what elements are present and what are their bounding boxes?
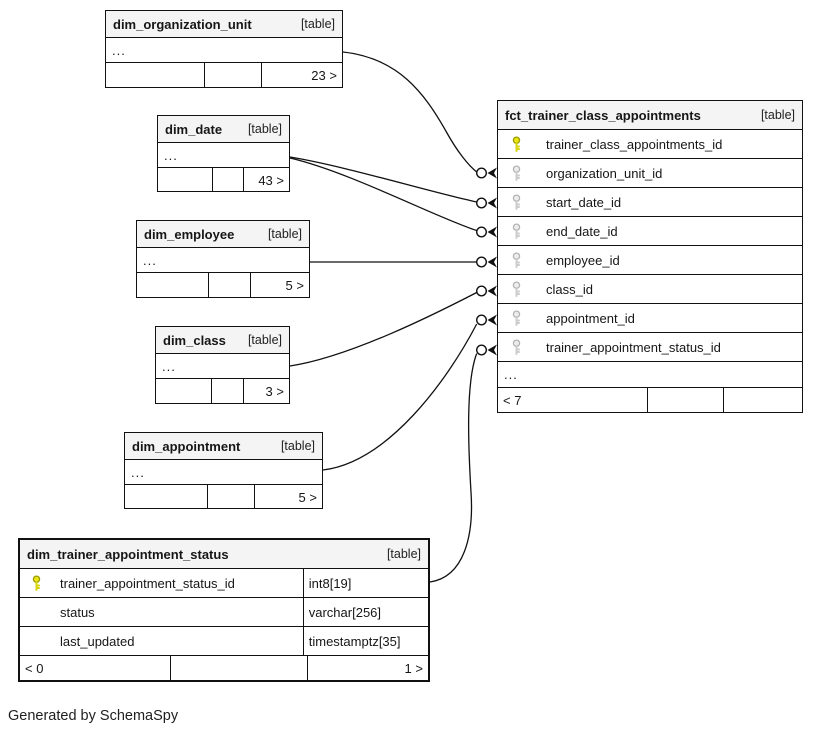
column-name: end_date_id [546, 223, 618, 239]
table-kind-label: [table] [247, 333, 282, 347]
edge-start-date [290, 157, 477, 202]
column-type: varchar[256] [308, 604, 382, 620]
column-name: trainer_class_appointments_id [546, 136, 723, 152]
columns-ellipsis: ... [137, 248, 309, 273]
foreign-key-icon [511, 165, 522, 181]
table-kind-label: [table] [280, 439, 315, 453]
column-row-trainer_appointment_status_id[interactable] [498, 333, 802, 362]
table-dim_appointment[interactable] [124, 432, 323, 509]
foreign-key-icon [511, 252, 522, 268]
table-kind-label: [table] [247, 122, 282, 136]
foreign-key-icon [511, 194, 522, 210]
table-name[interactable]: fct_trainer_class_appointments [505, 107, 701, 123]
table-name[interactable]: dim_organization_unit [113, 16, 252, 32]
table-dim_class[interactable] [155, 326, 290, 404]
edge-end-date [290, 158, 477, 231]
table-footer [125, 485, 322, 509]
table-header [156, 327, 289, 354]
table-name[interactable]: dim_trainer_appointment_status [27, 546, 229, 562]
table-dim_trainer_appointment_status[interactable] [18, 538, 430, 682]
footer-children-count: 1 > [404, 660, 423, 676]
foreign-key-icon [511, 310, 522, 326]
column-row-employee_id[interactable] [498, 246, 802, 275]
table-kind-label: [table] [760, 108, 795, 122]
table-name[interactable]: dim_date [165, 121, 223, 137]
footer-cell [171, 656, 308, 680]
edge-status [430, 354, 477, 583]
column-name: start_date_id [546, 194, 622, 210]
table-dim_organization_unit[interactable] [105, 10, 343, 88]
column-name: status [60, 604, 95, 620]
footer-cell [156, 379, 212, 403]
foreign-key-icon [511, 281, 522, 297]
footer-children-count: 5 > [285, 277, 304, 293]
table-footer [20, 656, 428, 680]
columns-ellipsis: ... [125, 460, 322, 485]
edge-class [290, 293, 477, 367]
column-name: trainer_appointment_status_id [546, 339, 721, 355]
table-footer [137, 273, 309, 297]
footer-cell [158, 168, 213, 192]
table-header [20, 540, 428, 569]
table-footer [158, 168, 289, 192]
table-fct_trainer_class_appointments[interactable] [497, 100, 803, 413]
table-name[interactable]: dim_employee [144, 226, 235, 242]
column-row-end_date_id[interactable] [498, 217, 802, 246]
columns-ellipsis: ... [498, 362, 802, 388]
table-kind-label: [table] [386, 547, 421, 561]
column-row-status[interactable] [20, 598, 428, 627]
footer-cell [724, 388, 802, 412]
primary-key-icon [31, 575, 42, 591]
foreign-key-icon [511, 223, 522, 239]
column-row-appointment_id[interactable] [498, 304, 802, 333]
edge-appointment [323, 324, 477, 470]
column-row-last_updated[interactable] [20, 627, 428, 656]
primary-key-icon [511, 136, 522, 152]
table-footer [106, 63, 342, 87]
table-kind-label: [table] [300, 17, 335, 31]
footer-cell [106, 63, 205, 87]
footer-cell [137, 273, 209, 297]
column-name: organization_unit_id [546, 165, 663, 181]
columns-ellipsis: ... [106, 38, 342, 63]
generated-by-note: Generated by SchemaSpy [8, 708, 179, 724]
footer-cell [208, 485, 255, 509]
footer-cell [213, 168, 244, 192]
columns-ellipsis: ... [156, 354, 289, 379]
column-type: timestamptz[35] [308, 633, 401, 649]
table-header [125, 433, 322, 460]
column-name: trainer_appointment_status_id [60, 575, 235, 591]
foreign-key-icon [511, 339, 522, 355]
table-header [158, 116, 289, 143]
table-footer [156, 379, 289, 403]
footer-cell [209, 273, 250, 297]
column-row-class_id[interactable] [498, 275, 802, 304]
footer-cell [125, 485, 208, 509]
edge-organization-unit [343, 52, 477, 172]
table-name[interactable]: dim_appointment [132, 438, 241, 454]
table-kind-label: [table] [267, 227, 302, 241]
column-row-start_date_id[interactable] [498, 188, 802, 217]
edge-terminators [477, 168, 497, 356]
column-row-trainer_class_appointments_id[interactable] [498, 130, 802, 159]
footer-cell [648, 388, 724, 412]
column-type: int8[19] [308, 575, 352, 591]
column-name: appointment_id [546, 310, 635, 326]
footer-children-count: 23 > [311, 67, 337, 83]
table-dim_date[interactable] [157, 115, 290, 192]
table-header [106, 11, 342, 38]
footer-children-count: 3 > [265, 383, 284, 399]
table-header [498, 101, 802, 130]
table-footer [498, 388, 802, 412]
footer-children-count: 5 > [298, 489, 317, 505]
column-name: last_updated [60, 633, 135, 649]
footer-cell [212, 379, 244, 403]
footer-children-count: 43 > [258, 172, 284, 188]
table-header [137, 221, 309, 248]
columns-ellipsis: ... [158, 143, 289, 168]
column-row-organization_unit_id[interactable] [498, 159, 802, 188]
footer-cell [205, 63, 262, 87]
footer-parents-count: < 0 [20, 656, 171, 680]
table-name[interactable]: dim_class [163, 332, 226, 348]
column-name: employee_id [546, 252, 620, 268]
column-name: class_id [546, 281, 593, 297]
table-dim_employee[interactable] [136, 220, 310, 298]
footer-parents-count: < 7 [498, 388, 648, 412]
column-row-trainer_appointment_status_id[interactable] [20, 569, 428, 598]
